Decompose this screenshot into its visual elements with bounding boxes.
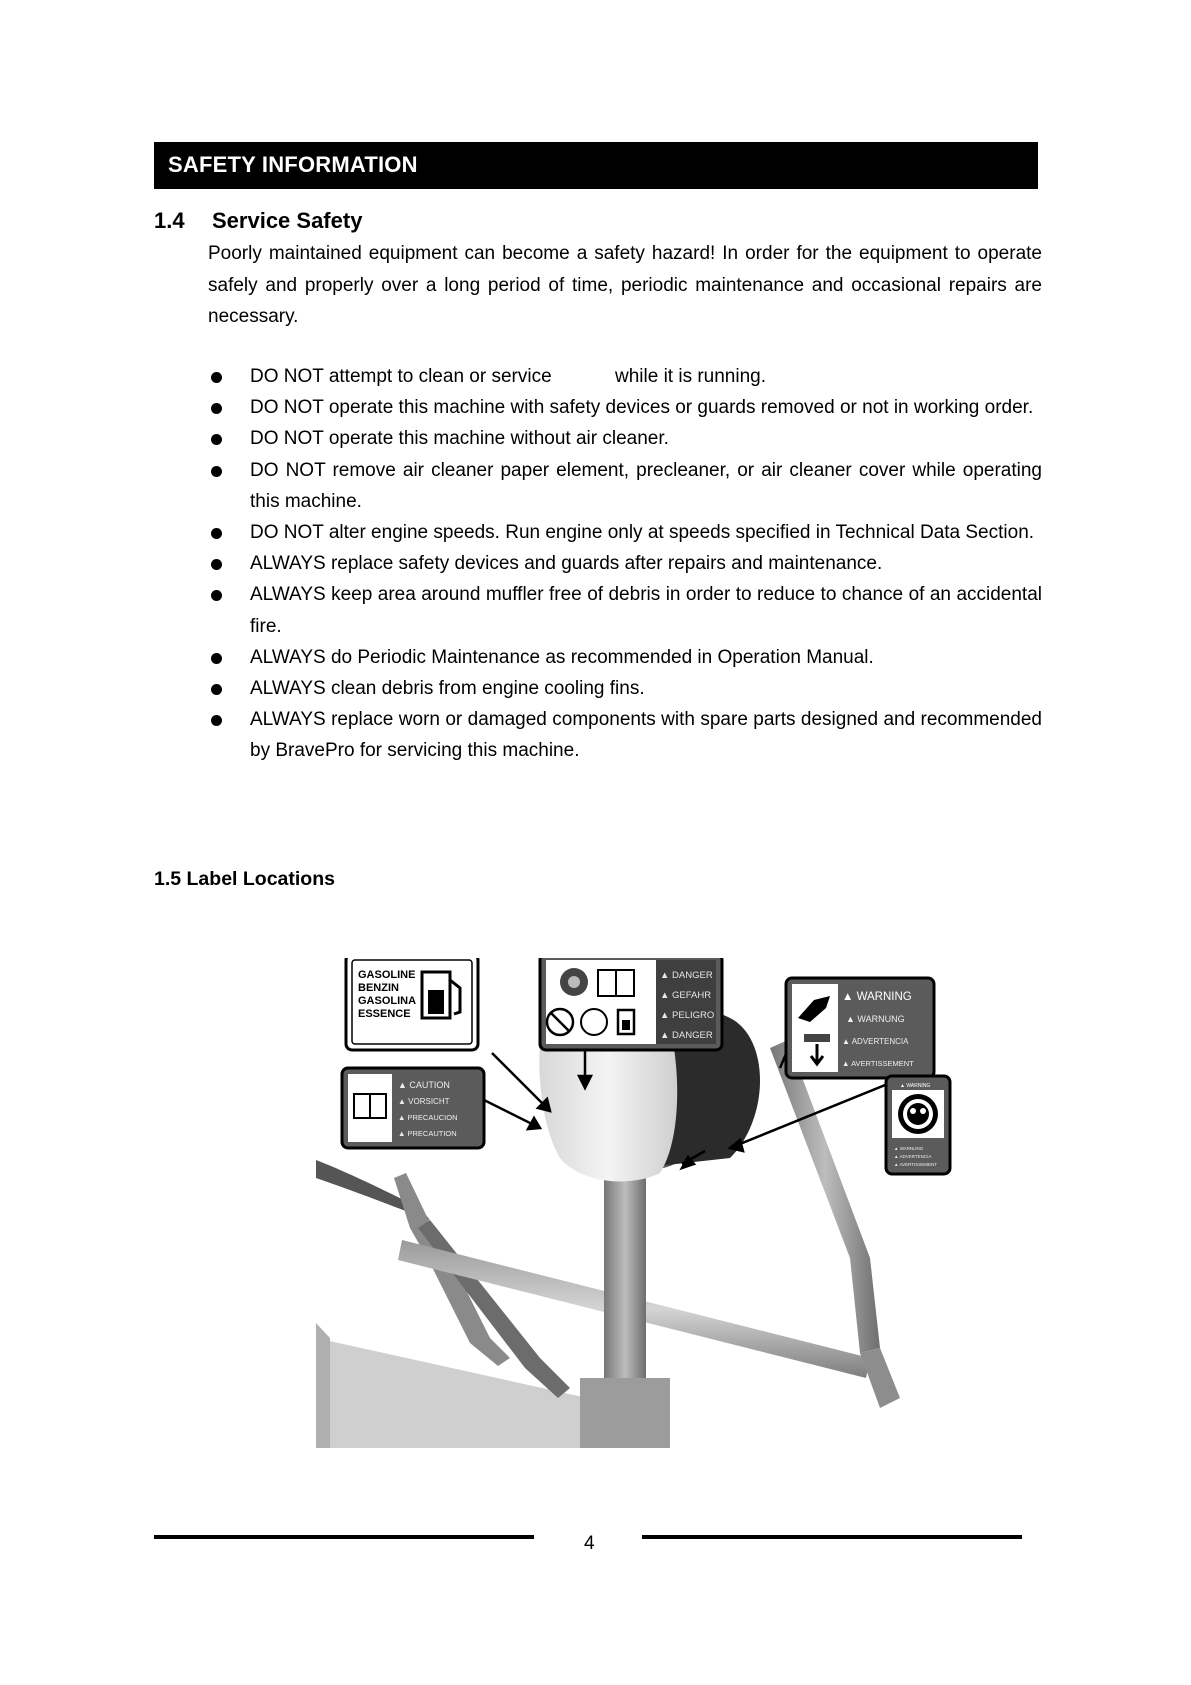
svg-text:▲ CAUTION: ▲ CAUTION (398, 1080, 450, 1090)
list-item: ALWAYS replace worn or damaged components with spare parts designed and recommended by BravePro for servicing this machine. (208, 704, 1042, 766)
svg-text:▲ ADVERTENCIA: ▲ ADVERTENCIA (842, 1037, 909, 1046)
section-number: 1.4 (154, 208, 185, 233)
bullet-dot-icon (211, 590, 222, 601)
list-item: ALWAYS replace safety devices and guards after repairs and maintenance. (208, 548, 1042, 579)
bullet-dot-icon (211, 466, 222, 477)
svg-text:▲ WARNING: ▲ WARNING (900, 1083, 931, 1089)
svg-text:▲ DANGER: ▲ DANGER (660, 1030, 713, 1041)
section-header-title: SAFETY INFORMATION (168, 152, 418, 177)
fuel-label (346, 958, 478, 1050)
footer-rule-right (642, 1535, 1022, 1539)
svg-text:▲ AVERTISSEMENT: ▲ AVERTISSEMENT (842, 1059, 914, 1068)
label-locations-figure (310, 958, 960, 1448)
intro-paragraph: Poorly maintained equipment can become a safety hazard! In order for the equipment to operate safely and properly over a long period of time, periodic maintenance and occasional repairs are necessary. (208, 243, 1042, 327)
caution-label (342, 1068, 484, 1148)
section-header-bar (154, 142, 1038, 189)
list-item: DO NOT operate this machine with safety devices or guards removed or not in working order. (208, 392, 1042, 423)
operator-hazard-icon (560, 968, 588, 996)
section-title: Service Safety (212, 208, 363, 233)
ppe-warning-label (886, 1076, 950, 1174)
bullet-dot-icon (211, 559, 222, 570)
danger-label (540, 958, 722, 1050)
svg-text:▲ GEFAHR: ▲ GEFAHR (660, 990, 712, 1001)
svg-text:▲ PRECAUCION: ▲ PRECAUCION (398, 1113, 458, 1122)
bullet-dot-icon (211, 434, 222, 445)
svg-text:▲ PELIGRO: ▲ PELIGRO (660, 1010, 715, 1021)
page-number: 4 (584, 1533, 595, 1554)
svg-text:▲ ADVERTENCIA: ▲ ADVERTENCIA (894, 1154, 932, 1159)
svg-text:▲ DANGER: ▲ DANGER (660, 970, 713, 981)
safety-bullet-list (208, 361, 1042, 767)
list-item: ALWAYS clean debris from engine cooling fins. (208, 673, 1042, 704)
footer-rule-left (154, 1535, 534, 1539)
list-item: DO NOT attempt to clean or service while it is running. (208, 361, 1042, 392)
bullet-dot-icon (211, 372, 222, 383)
bullet-dot-icon (211, 403, 222, 414)
svg-text:BENZIN: BENZIN (358, 982, 399, 994)
svg-text:GASOLINE: GASOLINE (358, 969, 416, 981)
list-item: DO NOT remove air cleaner paper element, precleaner, or air cleaner cover while operating this machine. (208, 455, 1042, 517)
list-item: ALWAYS do Periodic Maintenance as recommended in Operation Manual. (208, 642, 1042, 673)
svg-text:▲ WARNUNG: ▲ WARNUNG (894, 1146, 924, 1151)
bullet-dot-icon (211, 684, 222, 695)
bullet-dot-icon (211, 715, 222, 726)
list-item: DO NOT alter engine speeds. Run engine only at speeds specified in Technical Data Section. (208, 517, 1042, 548)
bullet-dot-icon (211, 653, 222, 664)
svg-text:▲ PRECAUTION: ▲ PRECAUTION (398, 1129, 457, 1138)
svg-text:ESSENCE: ESSENCE (358, 1008, 411, 1020)
protective-equipment-icon (898, 1094, 938, 1134)
svg-text:GASOLINA: GASOLINA (358, 995, 417, 1007)
label-locations-heading: 1.5 Label Locations (154, 868, 335, 890)
svg-text:▲ WARNING: ▲ WARNING (842, 991, 912, 1003)
warning-label (786, 978, 934, 1078)
svg-text:▲ VORSICHT: ▲ VORSICHT (398, 1097, 450, 1106)
list-item: ALWAYS keep area around muffler free of debris in order to reduce to chance of an accidental fire. (208, 579, 1042, 641)
svg-text:▲ WARNUNG: ▲ WARNUNG (846, 1014, 905, 1024)
svg-text:▲ AVERTISSEMENT: ▲ AVERTISSEMENT (894, 1162, 938, 1167)
list-item: DO NOT operate this machine without air cleaner. (208, 423, 1042, 454)
bullet-dot-icon (211, 528, 222, 539)
